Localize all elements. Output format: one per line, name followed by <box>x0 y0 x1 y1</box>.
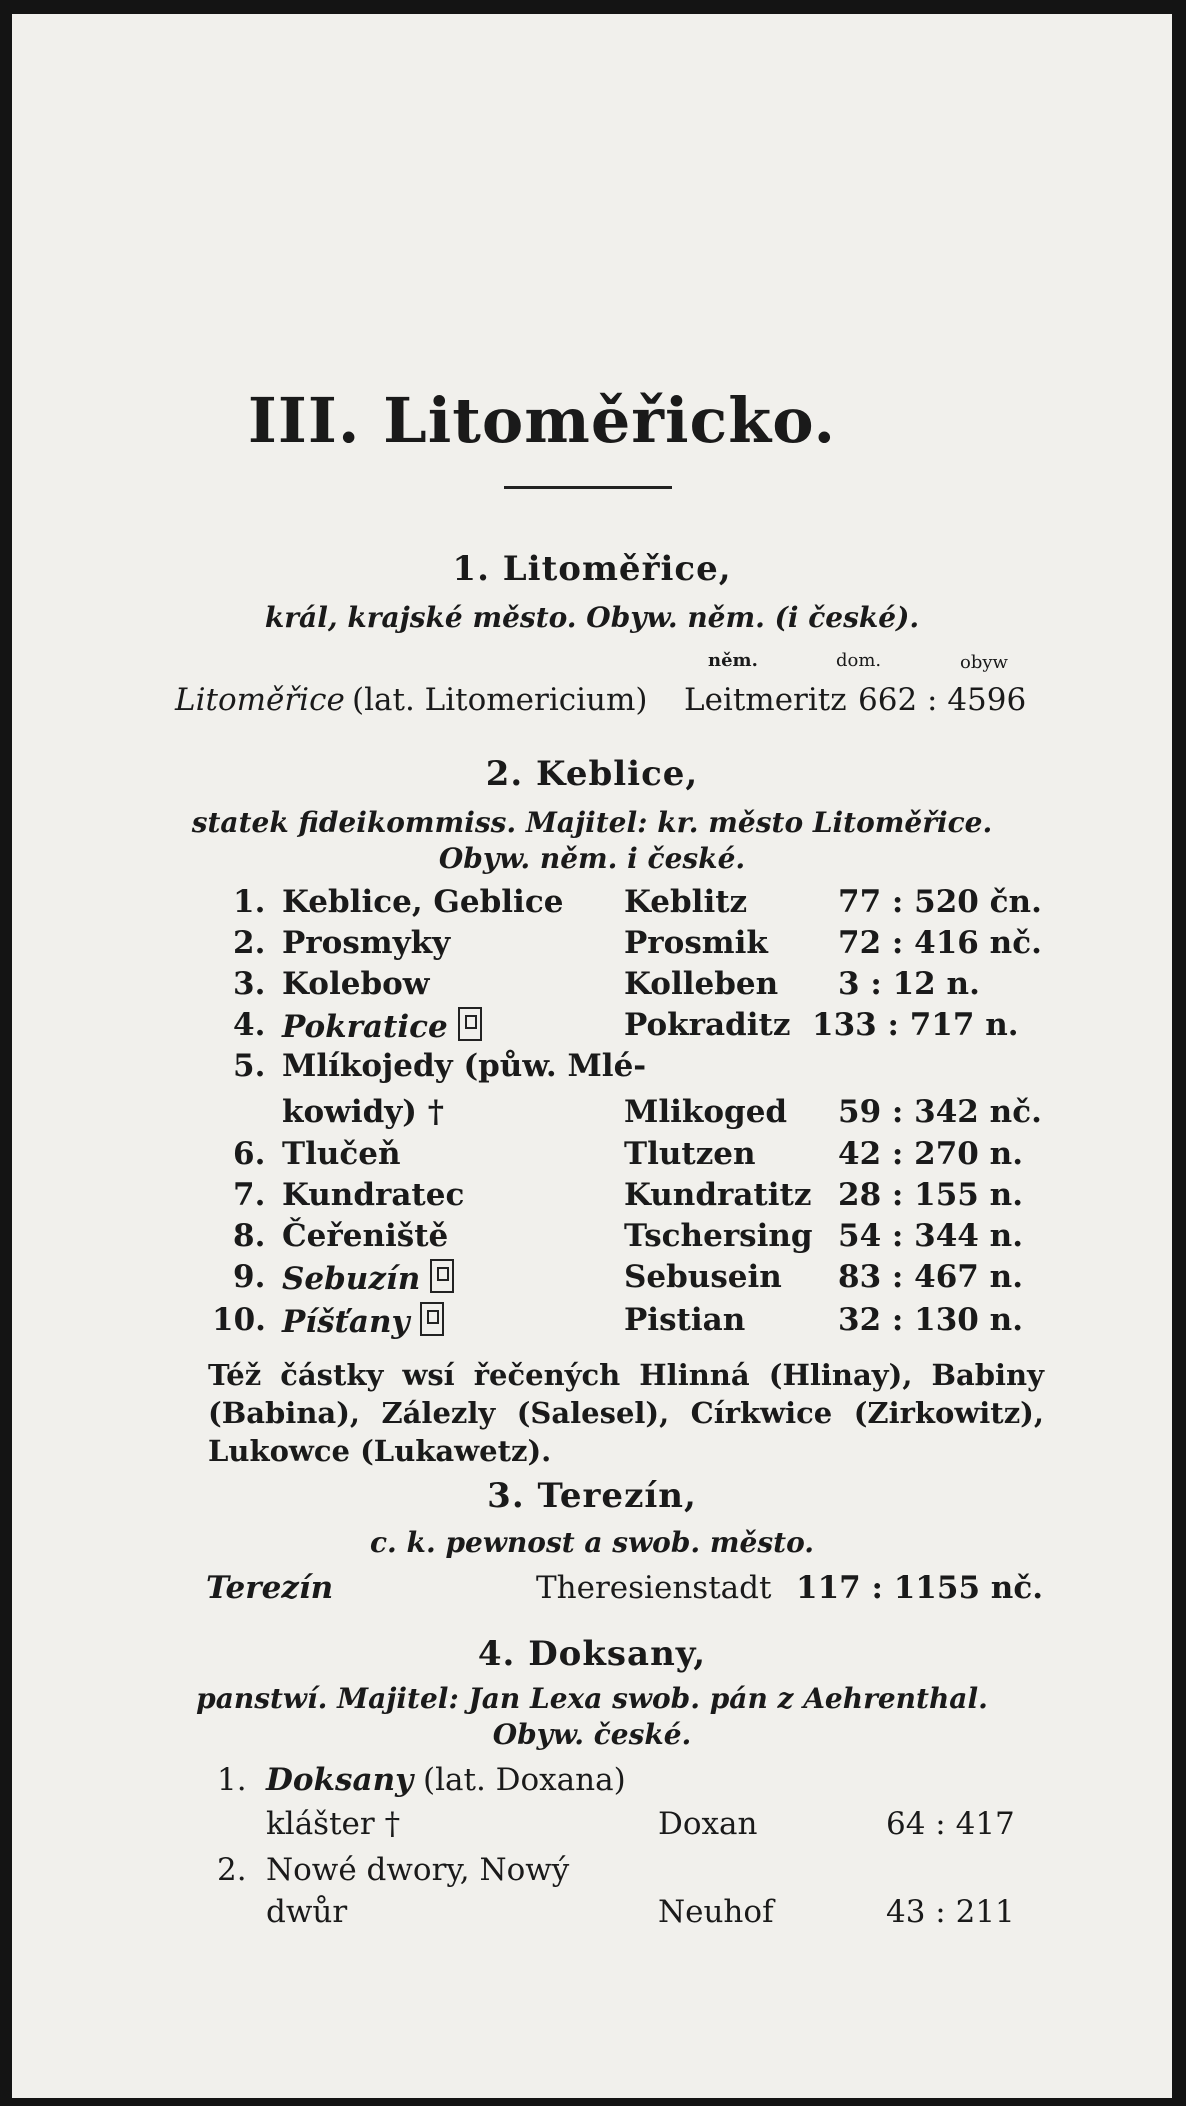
place-counts: 3 : 12 n. <box>838 966 980 1002</box>
place-german: Kundratitz <box>624 1177 812 1213</box>
entry-name: Terezín <box>206 1570 334 1606</box>
place-german: Prosmik <box>624 925 768 961</box>
place-german: Doxan <box>658 1806 758 1842</box>
entry-name: Litoměřice <box>175 682 345 718</box>
row-num: 8. <box>233 1218 266 1254</box>
section-subtitle: král, krajské město. Obyw. něm. (i české). <box>264 601 920 634</box>
place-name: Prosmyky <box>282 925 451 961</box>
place-name: Nowé dwory, Nowý <box>266 1852 570 1888</box>
place-german: Kolleben <box>624 966 779 1002</box>
section-subtitle: statek fideikommiss. Majitel: kr. město Litoměřice. <box>191 806 993 839</box>
note-paragraph: Též částky wsí řečených Hlinná (Hlinay), Babiny (Babina), Zálezly (Salesel), Církwice (Zirkowitz), Lukowce (Lukawetz). <box>208 1358 1044 1468</box>
section-heading-litomerice: 1. Litoměřice, <box>452 549 732 589</box>
place-counts: 64 : 417 <box>886 1806 1015 1842</box>
castle-icon <box>458 1007 482 1041</box>
place-name <box>282 1259 454 1297</box>
place-name: kowidy) † <box>282 1094 444 1130</box>
section-heading-doksany: 4. Doksany, <box>477 1634 707 1674</box>
place-name-text: Doksany <box>266 1762 414 1798</box>
entry-counts: 662 : 4596 <box>858 682 1027 718</box>
title-divider <box>504 486 672 489</box>
place-name <box>282 1007 482 1045</box>
section-heading-terezin: 3. Terezín, <box>487 1476 697 1516</box>
column-label-obyw: obyw <box>960 652 1008 673</box>
place-german: Tlutzen <box>624 1136 756 1172</box>
section-subtitle-2: Obyw. české. <box>492 1718 692 1751</box>
place-name: Kolebow <box>282 966 430 1002</box>
section-subtitle: c. k. pewnost a swob. město. <box>370 1526 814 1559</box>
row-num: 4. <box>233 1007 266 1043</box>
place-name: Tlučeň <box>282 1136 401 1172</box>
entry-german: Theresienstadt <box>536 1570 772 1606</box>
place-name-continued: dwůr <box>266 1894 348 1930</box>
place-counts: 28 : 155 n. <box>838 1177 1024 1213</box>
chapter-title: III. Litoměřicko. <box>247 384 837 457</box>
place-name <box>282 1302 444 1340</box>
place-name-text: Pokratice <box>282 1009 448 1045</box>
place-counts: 133 : 717 n. <box>812 1007 1019 1043</box>
place-name: Kundratec <box>282 1177 465 1213</box>
place-german: Tschersing <box>624 1218 813 1254</box>
row-num: 2. <box>233 925 266 961</box>
row-num: 6. <box>233 1136 266 1172</box>
place-counts: 59 : 342 nč. <box>838 1094 1042 1130</box>
row-num: 5. <box>233 1048 266 1084</box>
castle-icon <box>430 1259 454 1293</box>
place-counts: 72 : 416 nč. <box>838 925 1042 961</box>
row-num: 7. <box>233 1177 266 1213</box>
place-german: Sebusein <box>624 1259 782 1295</box>
row-num: 2. <box>217 1852 247 1888</box>
section-subtitle-2: Obyw. něm. i české. <box>438 842 746 875</box>
document-page <box>12 14 1172 2098</box>
place-german: Pokraditz <box>624 1007 791 1043</box>
place-counts: 77 : 520 čn. <box>838 884 1042 920</box>
place-name <box>266 1762 626 1798</box>
place-counts: 54 : 344 n. <box>838 1218 1024 1254</box>
entry-latin: (lat. Litomericium) <box>352 682 648 718</box>
row-num: 1. <box>217 1762 247 1798</box>
row-num: 1. <box>233 884 266 920</box>
place-counts: 32 : 130 n. <box>838 1302 1024 1338</box>
place-name-latin: (lat. Doxana) <box>423 1762 626 1798</box>
entry-counts: 117 : 1155 nč. <box>796 1570 1044 1606</box>
place-name: Keblice, Geblice <box>282 884 564 920</box>
place-german: Keblitz <box>624 884 748 920</box>
column-label-nem: něm. <box>708 650 758 671</box>
row-num: 9. <box>233 1259 266 1295</box>
place-name: Mlíkojedy (půw. Mlé- <box>282 1048 647 1084</box>
place-german: Pistian <box>624 1302 746 1338</box>
place-name-continued: klášter † <box>266 1806 401 1842</box>
place-name: Čeřeniště <box>282 1218 449 1254</box>
place-german: Neuhof <box>658 1894 774 1930</box>
place-counts: 42 : 270 n. <box>838 1136 1024 1172</box>
place-counts: 83 : 467 n. <box>838 1259 1024 1295</box>
place-name-text: Sebuzín <box>282 1261 421 1297</box>
section-subtitle: panstwí. Majitel: Jan Lexa swob. pán z Aehrenthal. <box>196 1682 988 1715</box>
entry-german: Leitmeritz <box>684 682 847 718</box>
place-counts: 43 : 211 <box>886 1894 1015 1930</box>
row-num: 3. <box>233 966 266 1002</box>
place-german: Mlikoged <box>624 1094 788 1130</box>
row-num: 10. <box>212 1302 266 1338</box>
castle-icon <box>420 1302 444 1336</box>
section-heading-keblice: 2. Keblice, <box>485 754 699 794</box>
place-name-text: Píšťany <box>282 1304 410 1340</box>
column-label-dom: dom. <box>836 650 882 671</box>
